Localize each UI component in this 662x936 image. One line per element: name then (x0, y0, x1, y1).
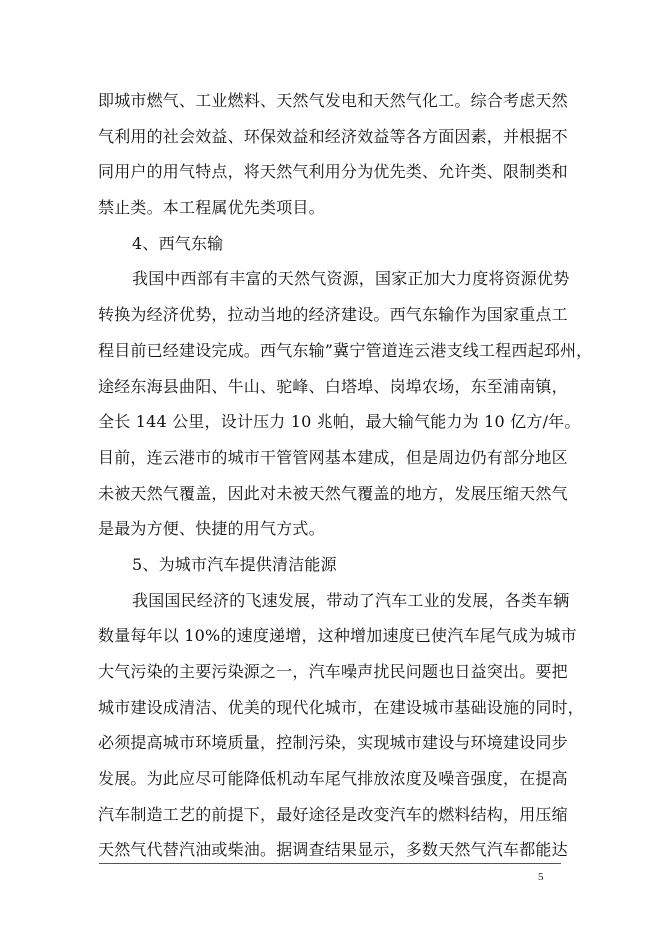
text-line: 即城市燃气、工业燃料、天然气发电和天然气化工。综合考虑天然 (98, 91, 568, 110)
text-line: 同用户的用气特点，将天然气利用分为优先类、允许类、限制类和 (98, 162, 568, 182)
page-number: 5 (538, 871, 544, 883)
text-line: 汽车制造工艺的前提下，最好途径是改变汽车的燃料结构，用压缩 (98, 804, 568, 824)
body-text (98, 83, 593, 868)
text-line: 气利用的社会效益、环保效益和经济效益等各方面因素，并根据不 (98, 126, 568, 146)
text-line: 途经东海县曲阳、牛山、驼峰、白塔埠、岗埠农场，东至浦南镇， (98, 376, 568, 396)
text-line: 天然气代替汽油或柴油。据调查结果显示，多数天然气汽车都能达 (98, 840, 568, 860)
text-line: 全长 144 公里，设计压力 10 兆帕，最大输气能力为 10 亿方/年。 (98, 412, 581, 432)
text-line: 大气污染的主要污染源之一，汽车噪声扰民问题也日益突出。要把 (98, 662, 568, 681)
text-line: 发展。为此应尽可能降低机动车尾气排放浓度及噪音强度，在提高 (98, 769, 568, 789)
text-line: 程目前已经建设完成。西气东输”冀宁管道连云港支线工程西起邳州， (98, 340, 593, 360)
section-heading: 5、为城市汽车提供清洁能源 (132, 554, 337, 574)
text-line: 禁止类。本工程属优先类项目。 (98, 198, 325, 218)
text-line: 数量每年以 10%的速度递增，这种增加速度已使汽车尾气成为城市 (98, 626, 577, 646)
text-line: 我国国民经济的飞速发展，带动了汽车工业的发展，各类车辆 (132, 590, 570, 610)
text-line: 城市建设成清洁、优美的现代化城市，在建设城市基础设施的同时， (98, 697, 585, 717)
text-line: 转换为经济优势，拉动当地的经济建设。西气东输作为国家重点工 (98, 305, 568, 325)
footer-divider (99, 863, 561, 864)
text-line: 未被天然气覆盖，因此对未被天然气覆盖的地方，发展压缩天然气 (98, 483, 568, 503)
text-line: 目前，连云港市的城市干管管网基本建成，但是周边仍有部分地区 (98, 447, 568, 467)
text-line: 必须提高城市环境质量，控制污染，实现城市建设与环境建设同步 (98, 733, 568, 753)
text-line: 我国中西部有丰富的天然气资源，国家正加大力度将资源优势 (132, 269, 570, 289)
text-line: 是最为方便、快捷的用气方式。 (98, 519, 325, 539)
section-heading: 4、西气东输 (132, 233, 224, 253)
